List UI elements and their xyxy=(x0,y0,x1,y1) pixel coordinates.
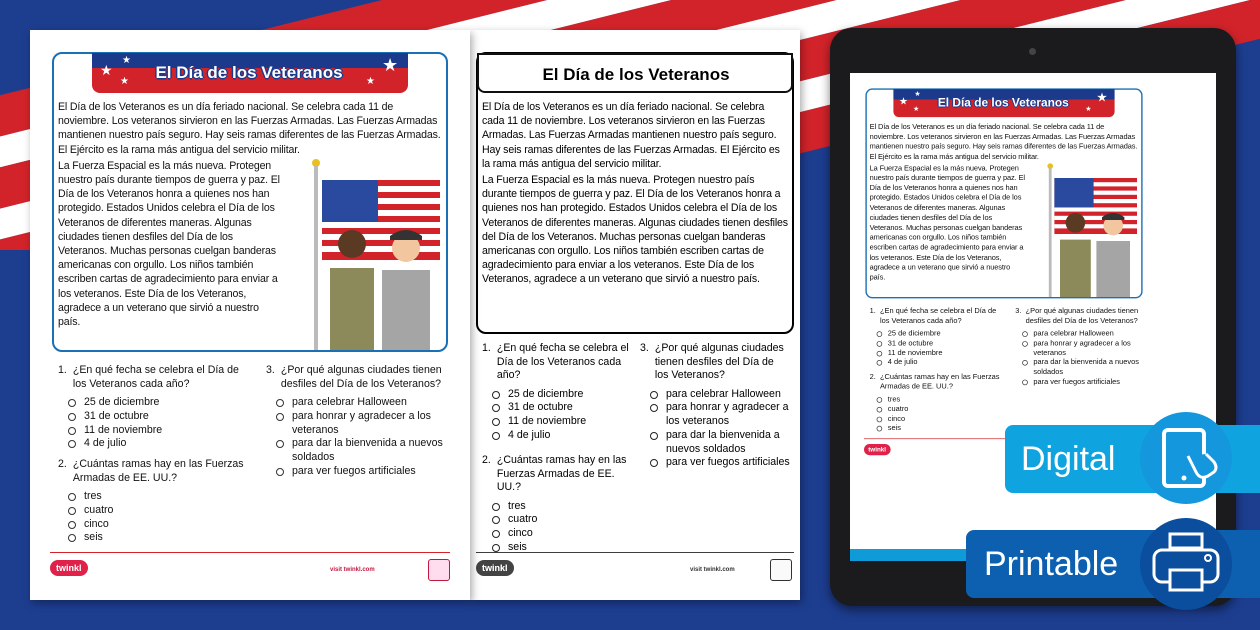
option-label: para celebrar Halloween xyxy=(292,396,407,408)
reading-text xyxy=(482,100,788,287)
radio-button[interactable] xyxy=(276,399,284,407)
tablet-touch-icon xyxy=(1140,412,1232,504)
reading-paragraph-1: El Día de los Veteranos es un día feriado nacional. Se celebra cada 11 de noviembre. Los veteranos sirvieron en las Fuerzas Armadas. Las Fuerzas Armadas mantienen nuestro país seguro. Hay seis ramas diferentes de las Fuerzas Armadas. El Ejército es la rama más antigua del servicio militar. xyxy=(58,101,441,156)
question-number: 2. xyxy=(482,454,491,466)
star-icon: ★ xyxy=(1096,90,1108,105)
radio-button[interactable] xyxy=(650,432,658,440)
option-label: 25 de diciembre xyxy=(887,329,941,338)
answer-option[interactable] xyxy=(68,504,248,518)
option-label: 4 de julio xyxy=(84,437,127,450)
question-3 xyxy=(266,364,456,483)
option-label: para ver fuegos artificiales xyxy=(666,456,790,469)
reading-paragraph-1: El Día de los Veteranos es un día feriado nacional. Se celebra cada 11 de noviembre. Los veteranos sirvieron en las Fuerzas Armadas. Las Fuerzas Armadas mantienen nuestro país seguro. Hay seis ramas diferentes de las Fuerzas Armadas. El Ejército es la rama más antigua del servicio militar. xyxy=(869,122,1138,161)
option-label: para dar la bienvenida a nuevos soldados xyxy=(292,437,443,464)
radio-button[interactable] xyxy=(492,432,500,440)
star-icon: ★ xyxy=(507,78,516,89)
radio-button[interactable] xyxy=(492,418,500,426)
question-1 xyxy=(870,307,1003,371)
star-icon: ★ xyxy=(913,105,920,113)
answer-option[interactable] xyxy=(492,527,632,541)
option-label: cuatro xyxy=(887,404,909,414)
option-label: para dar la bienvenida a nuevos soldados xyxy=(1033,358,1139,377)
answer-option[interactable] xyxy=(877,395,1003,405)
star-icon: ★ xyxy=(1085,105,1092,113)
option-label: para honrar y agradecer a los veteranos xyxy=(292,409,431,436)
flag-soldiers-illustration xyxy=(310,158,445,350)
answer-option[interactable] xyxy=(877,414,1003,424)
radio-button[interactable] xyxy=(68,534,76,542)
flag-soldiers-illustration xyxy=(1046,163,1141,297)
question-number: 1. xyxy=(58,364,67,376)
question-number: 1. xyxy=(869,306,876,316)
answer-option[interactable] xyxy=(650,429,790,457)
digital-label: Digital xyxy=(1021,439,1116,478)
answer-option[interactable] xyxy=(1022,377,1148,387)
answer-option[interactable] xyxy=(276,396,456,410)
option-label: para ver fuegos artificiales xyxy=(1033,377,1120,386)
question-1 xyxy=(58,364,248,455)
printer-icon xyxy=(1140,518,1232,610)
radio-button[interactable] xyxy=(877,341,883,347)
reading-paragraph-2: La Fuerza Espacial es la más nueva. Protegen nuestro país durante tiempos de guerra y paz. El Día de los Veteranos honra a quienes nos han protegido. Estados Unidos celebra el Día de los Veteranos de diferentes maneras. Algunas ciudades tienen desfiles del Día de los Veteranos. Muchas personas cuelgan banderas americanas con orgullo. Los niños también escriben cartas de agradecimiento para enviar a los veteranos. Este Día de los Veteranos, agradece a un veterano que sirvió a nuestro país. xyxy=(58,159,280,329)
answer-option[interactable] xyxy=(492,513,632,527)
question-2 xyxy=(482,454,632,559)
option-label: cuatro xyxy=(508,513,538,526)
answer-option[interactable] xyxy=(68,490,248,504)
question-number: 2. xyxy=(58,458,67,470)
answer-option[interactable] xyxy=(68,424,248,438)
option-label: cinco xyxy=(887,414,906,423)
reading-paragraph-2: La Fuerza Espacial es la más nueva. Protegen nuestro país durante tiempos de guerra y paz. El Día de los Veteranos honra a quienes nos han protegido. Estados Unidos celebra el Día de los Veteranos de diferentes maneras. Algunas ciudades tienen desfiles del Día de los Veteranos. Muchas personas cuelgan banderas americanas con orgullo. Los niños también escriben cartas de agradecimiento para enviar a los veteranos. Este Día de los Veteranos, agradece a un veterano que sirvió a nuestro país. xyxy=(482,174,788,286)
option-label: 11 de noviembre xyxy=(84,423,163,436)
radio-button[interactable] xyxy=(492,516,500,524)
answer-option[interactable] xyxy=(68,396,248,410)
question-number: 1. xyxy=(482,342,491,354)
quality-badge-icon xyxy=(770,559,792,581)
worksheet-title: El Día de los Veteranos xyxy=(155,63,343,82)
star-icon: ★ xyxy=(914,90,921,99)
answer-option[interactable] xyxy=(276,410,456,438)
radio-button[interactable] xyxy=(1022,360,1028,366)
reading-paragraph-1: El Día de los Veteranos es un día feriado nacional. Se celebra cada 11 de noviembre. Los veteranos sirvieron en las Fuerzas Armadas. Las Fuerzas Armadas mantienen nuestro país seguro. Hay seis ramas diferentes de las Fuerzas Armadas. El Ejército es la rama más antigua del servicio militar. xyxy=(482,101,780,170)
star-icon: ★ xyxy=(122,55,131,66)
title-banner xyxy=(893,89,1114,117)
answer-option[interactable] xyxy=(68,531,248,545)
radio-button[interactable] xyxy=(877,331,883,337)
star-icon: ★ xyxy=(769,57,786,77)
twinkl-logo: twinkl xyxy=(864,444,890,455)
option-label: para honrar y agradecer a los veteranos xyxy=(666,401,789,428)
answer-option[interactable] xyxy=(877,329,1003,339)
radio-button[interactable] xyxy=(650,404,658,412)
worksheet xyxy=(470,30,800,600)
option-label: seis xyxy=(887,423,901,433)
answer-option[interactable] xyxy=(877,358,1003,368)
question-text: ¿En qué fecha se celebra el Día de los Veteranos cada año? xyxy=(496,342,629,381)
question-number: 2. xyxy=(869,372,876,381)
option-label: 25 de diciembre xyxy=(508,387,584,400)
radio-button[interactable] xyxy=(877,351,883,357)
option-label: tres xyxy=(508,499,526,512)
question-2 xyxy=(870,373,1003,437)
question-number: 3. xyxy=(1015,306,1022,316)
option-label: para ver fuegos artificiales xyxy=(292,464,416,477)
option-label: seis xyxy=(84,531,103,544)
question-text: ¿En qué fecha se celebra el Día de los Veteranos cada año? xyxy=(72,364,239,390)
radio-button[interactable] xyxy=(276,440,284,448)
radio-button[interactable] xyxy=(1022,331,1028,337)
star-icon: ★ xyxy=(753,78,762,89)
question-number: 3. xyxy=(640,342,649,354)
twinkl-logo: twinkl xyxy=(476,560,514,576)
radio-button[interactable] xyxy=(492,404,500,412)
worksheet xyxy=(850,73,1158,472)
option-label: 4 de julio xyxy=(508,428,551,441)
answer-option[interactable] xyxy=(650,401,790,429)
star-icon: ★ xyxy=(366,76,375,87)
option-label: cinco xyxy=(508,527,533,540)
answer-option[interactable] xyxy=(877,339,1003,349)
quality-badge-icon xyxy=(428,559,450,581)
question-text: ¿Cuántas ramas hay en las Fuerzas Armadas de EE. UU.? xyxy=(496,454,627,493)
option-label: 31 de octubre xyxy=(508,401,573,414)
question-text: ¿Cuántas ramas hay en las Fuerzas Armadas de EE. UU.? xyxy=(72,458,244,484)
worksheet-title: El Día de los Veteranos xyxy=(542,65,730,84)
radio-button[interactable] xyxy=(1022,341,1028,347)
radio-button[interactable] xyxy=(877,397,883,403)
radio-button[interactable] xyxy=(492,544,500,552)
star-icon: ★ xyxy=(899,95,908,107)
footer-divider xyxy=(476,552,794,553)
option-label: seis xyxy=(508,540,527,553)
radio-button[interactable] xyxy=(877,416,883,422)
answer-option[interactable] xyxy=(877,405,1003,415)
visit-link[interactable]: visit twinkl.com xyxy=(690,567,735,573)
question-number: 3. xyxy=(266,364,275,376)
option-label: para celebrar Halloween xyxy=(1033,329,1114,338)
radio-button[interactable] xyxy=(276,413,284,421)
star-icon: ★ xyxy=(509,57,518,68)
star-icon: ★ xyxy=(382,55,399,75)
camera-icon xyxy=(1029,48,1036,55)
answer-option[interactable] xyxy=(492,388,632,402)
title-banner xyxy=(92,53,408,93)
radio-button[interactable] xyxy=(492,503,500,511)
option-label: 4 de julio xyxy=(887,358,918,367)
printable-label: Printable xyxy=(984,544,1119,583)
star-icon: ★ xyxy=(100,62,113,78)
radio-button[interactable] xyxy=(650,459,658,467)
option-label: tres xyxy=(887,395,901,404)
question-2 xyxy=(58,458,248,549)
answer-option[interactable] xyxy=(877,424,1003,434)
answer-option[interactable] xyxy=(650,456,790,470)
reading-paragraph-2: La Fuerza Espacial es la más nueva. Protegen nuestro país durante tiempos de guerra y paz. El Día de los Veteranos honra a quienes nos han protegido. Estados Unidos celebra el Día de los Veteranos de diferentes maneras. Algunas ciudades tienen desfiles del Día de los Veteranos. Muchas personas cuelgan banderas americanas con orgullo. Los niños también escriben cartas de agradecimiento para enviar a los veteranos. Este Día de los Veteranos, agradece a un veterano que sirvió a nuestro país. xyxy=(869,163,1025,282)
option-label: 31 de octubre xyxy=(887,338,934,348)
radio-button[interactable] xyxy=(68,493,76,501)
radio-button[interactable] xyxy=(276,468,284,476)
radio-button[interactable] xyxy=(877,360,883,366)
answer-option[interactable] xyxy=(68,518,248,532)
option-label: para celebrar Halloween xyxy=(666,387,781,400)
answer-option[interactable] xyxy=(492,401,632,415)
footer-divider xyxy=(50,552,450,553)
option-label: 25 de diciembre xyxy=(84,396,160,408)
answer-option[interactable] xyxy=(276,437,456,465)
answer-option[interactable] xyxy=(650,388,790,402)
radio-button[interactable] xyxy=(68,427,76,435)
radio-button[interactable] xyxy=(68,507,76,515)
option-label: 11 de noviembre xyxy=(508,415,587,428)
answer-option[interactable] xyxy=(877,349,1003,359)
option-label: cuatro xyxy=(84,503,114,516)
visit-link[interactable]: visit twinkl.com xyxy=(330,567,375,573)
radio-button[interactable] xyxy=(877,426,883,432)
radio-button[interactable] xyxy=(492,530,500,538)
star-icon: ★ xyxy=(487,64,500,80)
answer-option[interactable] xyxy=(492,415,632,429)
question-3 xyxy=(640,342,790,474)
question-text: ¿Por qué algunas ciudades tienen desfiles del Día de los Veteranos? xyxy=(654,342,784,381)
title-banner xyxy=(477,53,793,93)
option-label: 11 de noviembre xyxy=(887,348,943,357)
option-label: para dar la bienvenida a nuevos soldados xyxy=(666,428,780,455)
question-text: ¿Por qué algunas ciudades tienen desfiles del Día de los Veteranos? xyxy=(1025,306,1139,325)
answer-option[interactable] xyxy=(492,500,632,514)
radio-button[interactable] xyxy=(68,521,76,529)
answer-option[interactable] xyxy=(1022,339,1148,358)
radio-button[interactable] xyxy=(492,391,500,399)
radio-button[interactable] xyxy=(877,407,883,413)
answer-option[interactable] xyxy=(68,437,248,451)
radio-button[interactable] xyxy=(650,391,658,399)
option-label: 31 de octubre xyxy=(84,409,149,422)
radio-button[interactable] xyxy=(68,413,76,421)
question-3 xyxy=(1015,307,1148,390)
worksheet xyxy=(30,30,470,600)
question-text: ¿Por qué algunas ciudades tienen desfiles del Día de los Veteranos? xyxy=(280,364,442,390)
twinkl-logo: twinkl xyxy=(50,560,88,576)
radio-button[interactable] xyxy=(68,399,76,407)
answer-option[interactable] xyxy=(68,410,248,424)
worksheet-title: El Día de los Veteranos xyxy=(937,96,1069,110)
answer-option[interactable] xyxy=(1022,329,1148,339)
question-1 xyxy=(482,342,632,447)
radio-button[interactable] xyxy=(1022,380,1028,386)
question-text: ¿Cuántas ramas hay en las Fuerzas Armadas de EE. UU.? xyxy=(879,372,1000,391)
worksheet-page-color xyxy=(30,30,470,600)
star-icon: ★ xyxy=(120,76,129,87)
answer-option[interactable] xyxy=(492,429,632,443)
answer-option[interactable] xyxy=(1022,358,1148,377)
option-label: tres xyxy=(84,490,102,502)
option-label: cinco xyxy=(84,517,109,530)
radio-button[interactable] xyxy=(68,440,76,448)
option-label: para honrar y agradecer a los veteranos xyxy=(1033,338,1131,357)
worksheet-page-bw xyxy=(470,30,800,600)
question-text: ¿En qué fecha se celebra el Día de los Veteranos cada año? xyxy=(879,306,997,325)
answer-option[interactable] xyxy=(276,465,456,479)
